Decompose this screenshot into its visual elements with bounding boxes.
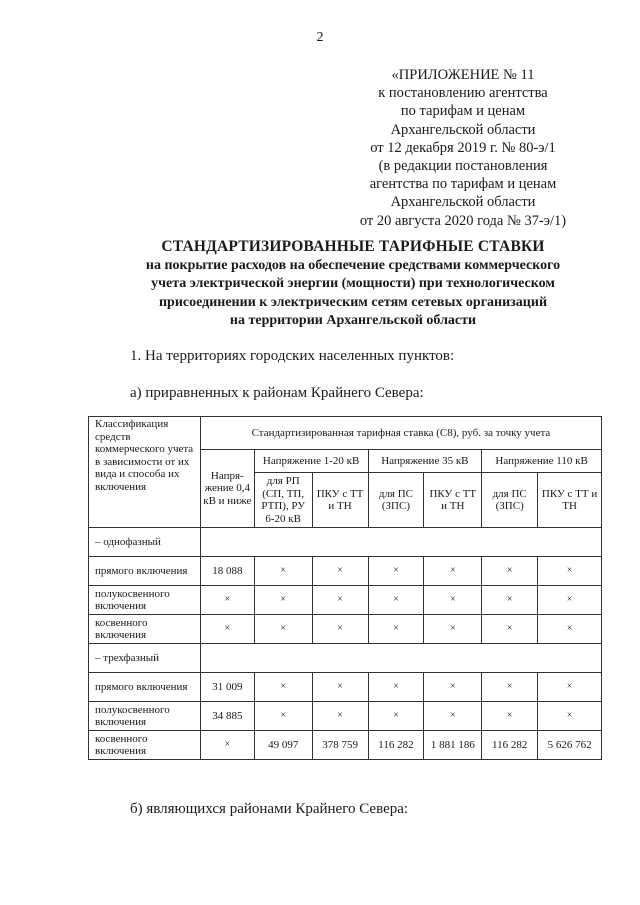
rate-cell: ×: [368, 673, 424, 702]
table-row: [89, 615, 602, 644]
table-row: [89, 586, 602, 615]
rate-cell: ×: [368, 557, 424, 586]
title-line: на территории Архангельской области: [229, 313, 477, 328]
rate-cell: ×: [538, 557, 602, 586]
rate-cell: ×: [538, 702, 602, 731]
rate-cell: ×: [312, 586, 368, 615]
rate-cell: 18 088: [200, 557, 254, 586]
sub-header-pku-35: ПКУ с ТТ и ТН: [424, 473, 482, 528]
row-label: прямого включения: [89, 673, 201, 702]
rate-cell: 1 881 186: [424, 731, 482, 760]
table-body: [89, 528, 602, 760]
tariff-rates-table: [88, 416, 602, 760]
appendix-line: (в редакции постановления: [378, 158, 548, 175]
appendix-block: [350, 66, 576, 230]
rate-cell: 31 009: [200, 673, 254, 702]
rate-cell: ×: [538, 615, 602, 644]
voltage-35-header: Напряжение 35 кВ: [368, 450, 482, 473]
rate-cell: ×: [312, 673, 368, 702]
rate-cell: ×: [254, 673, 312, 702]
rate-cell: ×: [200, 731, 254, 760]
row-label: полукосвенного включения: [89, 586, 201, 615]
table-row: [89, 557, 602, 586]
rate-cell: ×: [200, 586, 254, 615]
rate-cell: ×: [368, 615, 424, 644]
page-number: 2: [316, 30, 324, 45]
rate-cell: ×: [482, 586, 538, 615]
rate-cell: ×: [254, 586, 312, 615]
section-row: [89, 644, 602, 673]
title-line: присоединении к электрическим сетям сетевых организаций: [158, 294, 548, 310]
appendix-line: от 12 декабря 2019 г. № 80-э/1: [370, 139, 556, 156]
rate-cell: 49 097: [254, 731, 312, 760]
row-label: косвенного включения: [89, 731, 201, 760]
rate-cell: ×: [538, 673, 602, 702]
row-label: полукосвенного включения: [89, 702, 201, 731]
sub-header-rp: для РП (СП, ТП, РТП), РУ 6-20 кВ: [254, 473, 312, 528]
rate-cell: ×: [482, 557, 538, 586]
rate-cell: ×: [482, 702, 538, 731]
rate-cell: ×: [538, 586, 602, 615]
table-row: [89, 673, 602, 702]
rate-cell: ×: [424, 673, 482, 702]
subsection-b-heading: б) являющихся районами Крайнего Севера:: [130, 801, 409, 817]
appendix-line: «ПРИЛОЖЕНИЕ № 11: [391, 67, 535, 83]
rate-cell: ×: [424, 702, 482, 731]
rate-cell: ×: [424, 615, 482, 644]
rate-cell: ×: [482, 615, 538, 644]
title-line: учета электрической энергии (мощности) при технологическом: [151, 276, 555, 291]
sub-header-pku-1-20: ПКУ с ТТ и ТН: [312, 473, 368, 528]
section-spacer: [200, 644, 601, 673]
sub-header-ps-110: для ПС (ЗПС): [482, 473, 538, 528]
appendix-line: от 20 августа 2020 года № 37-э/1): [359, 212, 567, 229]
table-row: [89, 731, 602, 760]
rate-cell: 34 885: [200, 702, 254, 731]
section-1-heading: 1. На территориях городских населенных пунктов:: [130, 348, 455, 364]
rate-cell: ×: [254, 615, 312, 644]
sub-header-ps-35: для ПС (ЗПС): [368, 473, 424, 528]
appendix-line: к постановлению агентства: [378, 85, 548, 102]
voltage-1-20-header: Напряжение 1-20 кВ: [254, 450, 368, 473]
appendix-line: агентства по тарифам и ценам: [369, 176, 557, 193]
rate-cell: ×: [312, 702, 368, 731]
classification-header: Классификация средств коммерческого учета в зависимости от их вида и способа их включения: [89, 417, 201, 528]
rate-cell: ×: [254, 557, 312, 586]
sub-header-pku-110: ПКУ с ТТ и ТН: [538, 473, 602, 528]
rate-cell: 378 759: [312, 731, 368, 760]
section-label: – однофазный: [89, 528, 201, 557]
appendix-line: Архангельской области: [390, 121, 536, 138]
section-row: [89, 528, 602, 557]
section-spacer: [200, 528, 601, 557]
table-row: [89, 702, 602, 731]
rate-cell: 116 282: [482, 731, 538, 760]
rate-cell: ×: [482, 673, 538, 702]
document-title: [80, 238, 626, 331]
section-label: – трехфазный: [89, 644, 201, 673]
rate-cell: 5 626 762: [538, 731, 602, 760]
rate-header: Стандартизированная тарифная ставка (С8), руб. за точку учета: [200, 417, 601, 450]
appendix-line: по тарифам и ценам: [400, 103, 526, 120]
rate-cell: ×: [368, 586, 424, 615]
rate-cell: ×: [368, 702, 424, 731]
title-main: СТАНДАРТИЗИРОВАННЫЕ ТАРИФНЫЕ СТАВКИ: [161, 238, 545, 255]
voltage-04-header: Напря-жение 0,4 кВ и ниже: [200, 450, 254, 528]
row-label: косвенного включения: [89, 615, 201, 644]
rate-cell: ×: [424, 586, 482, 615]
rate-cell: 116 282: [368, 731, 424, 760]
row-label: прямого включения: [89, 557, 201, 586]
rate-cell: ×: [200, 615, 254, 644]
subsection-a-heading: а) приравненных к районам Крайнего Севера:: [130, 385, 424, 401]
voltage-110-header: Напряжение 110 кВ: [482, 450, 602, 473]
rate-cell: ×: [254, 702, 312, 731]
appendix-line: Архангельской области: [390, 194, 536, 211]
rate-cell: ×: [312, 557, 368, 586]
rate-cell: ×: [312, 615, 368, 644]
rate-cell: ×: [424, 557, 482, 586]
title-line: на покрытие расходов на обеспечение средствами коммерческого: [145, 257, 561, 273]
